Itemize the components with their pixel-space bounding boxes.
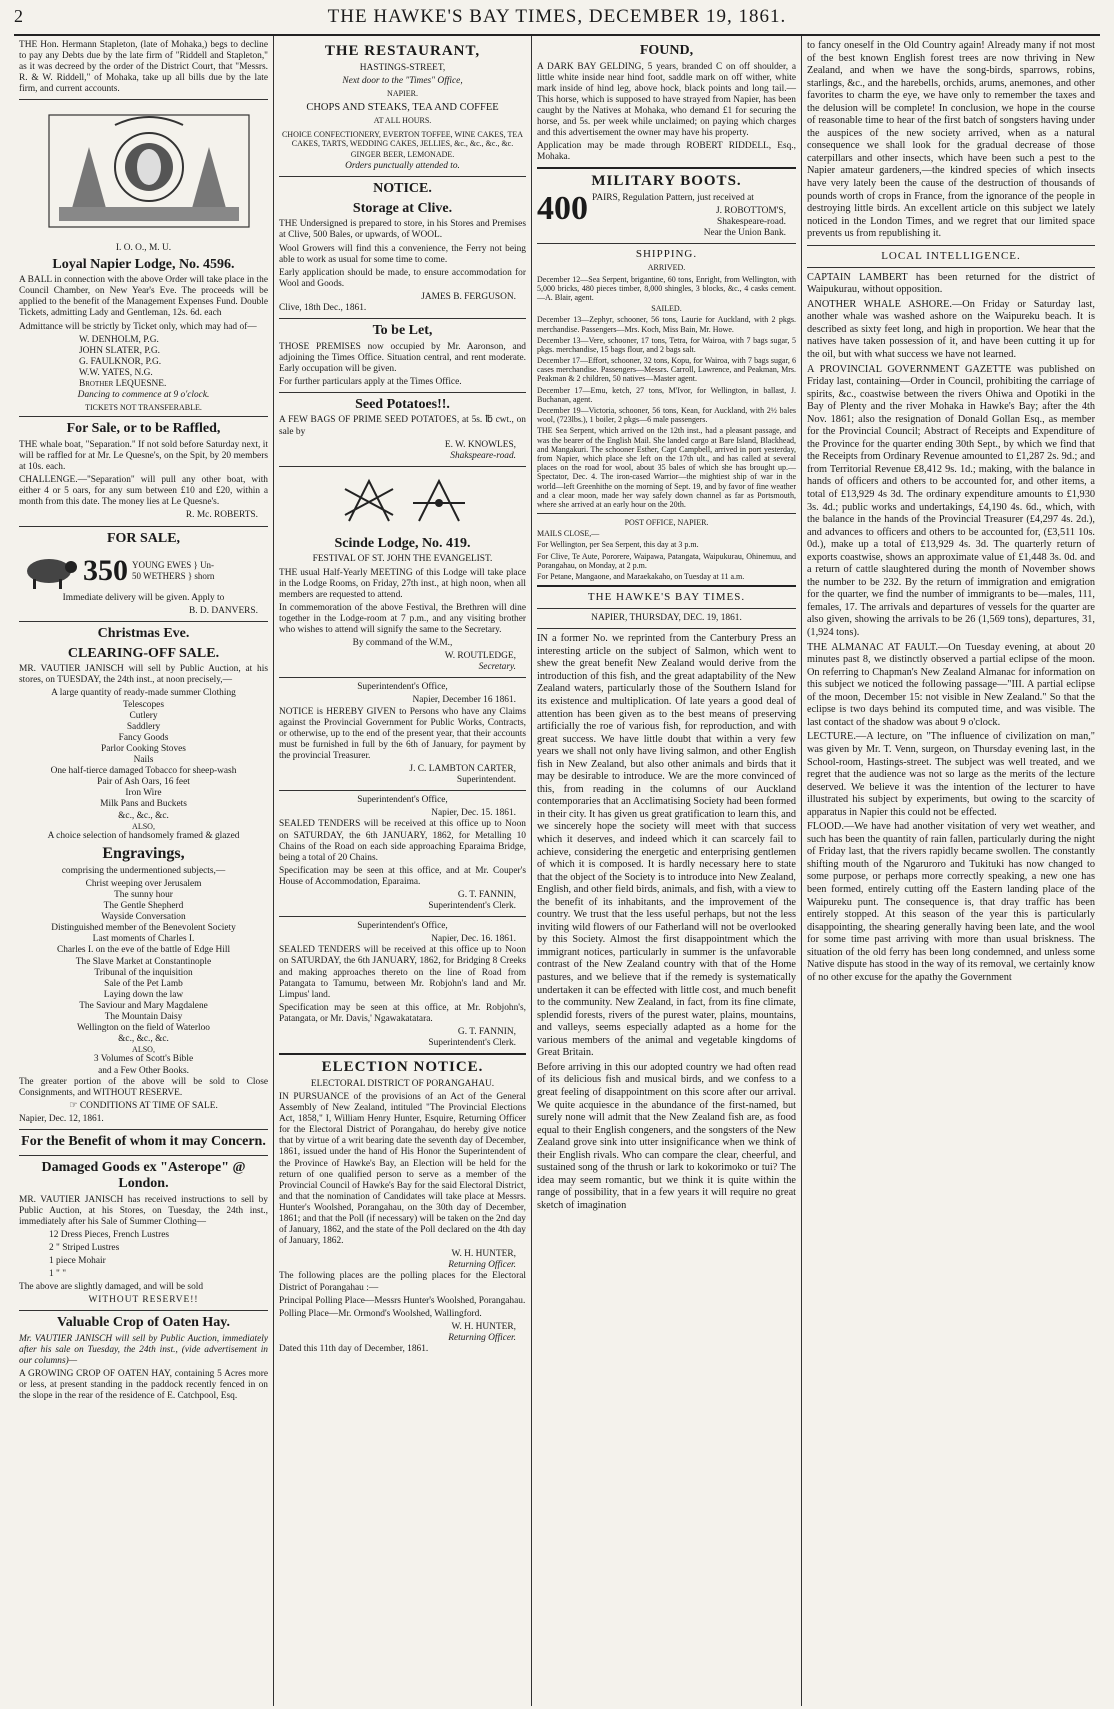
post-mail: For Wellington, per Sea Serpent, this day at 3 p.m. xyxy=(537,540,699,550)
election-text: IN PURSUANCE of the provisions of an Act of the General Assembly of New Zealand, intituled "The Provincial Elections Act, 1858," I, William Henry Hunter, Esquire, Returning Officer for the Electoral District of Porangahau, do hereby give notice that by virtue of a writ bearing date the seventh day of December, 1861, issued under the hand of His Honor the Superintendent of the Province of Hawke's Bay, an Election will be held for the return of one qualified person to serve as a member of the Provincial Council of Hawke's Bay for the said Electoral District, and that the nomination of Candidates will take place at Messrs. Hunter's Woolshed, Porangahau, on the 30th day of December, 1861; and that the Poll (if necessary) will be taken on the 2nd day of January, 1862, and the state of the Poll declared on the 4th day of January, 1862. xyxy=(279,1091,526,1247)
let-text: THOSE PREMISES now occupied by Mr. Aaronson, and adjoining the Times Office. Situation central, and rent moderate. Early occupation will be given. xyxy=(279,341,526,374)
shipping-note: THE Sea Serpent, which arrived on the 12th inst., had a pleasant passage, and was the bearer of the English Mail. She landed cargo at Bare Island, Blackhead, and Mangakuri. The schooner Esther, Capt Campbell, arrived in port yesterday, from Napier, which place she left on the 17th ult., and has called at several places on the road for wool, about 35 bales of which she has brought up.—Spectator, Dec. 4. The iron-cased Warrior—the mightiest ship of war in the world—left Greenhithe on the morning of Sept. 19, and by favor of fine weather and a clear moon, made her way safely down channel as far as Portsmouth, where she arrived at an early hour on the 20th. xyxy=(537,426,796,509)
times-title: THE HAWKE'S BAY TIMES. xyxy=(587,591,746,604)
emblem-caption: I. O. O., M. U. xyxy=(115,242,172,253)
local-item: ANOTHER WHALE ASHORE.—On Friday or Saturday last, another whale was washed ashore on the Waipureku beach. It is described as sixty feet long, and high in proportion. We hear that the natives have taken possession of it, and have been cutting it up for the oil, but with what success we have not learned. xyxy=(807,298,1095,360)
engraving-item: The Gentle Shepherd xyxy=(103,901,184,912)
masthead xyxy=(14,6,1100,36)
column-3 xyxy=(532,36,802,1706)
supt3-office: Superintendent's Office, xyxy=(357,921,448,932)
oddfellows-emblem-icon xyxy=(29,107,269,235)
engraving-item: The sunny hour xyxy=(114,889,173,900)
clearing-item: Pair of Ash Oars, 16 feet xyxy=(97,777,190,788)
election-role-2: Returning Officer. xyxy=(448,1332,516,1343)
damaged-item: 12 Dress Pieces, French Lustres xyxy=(49,1229,170,1240)
engraving-item: ALSO, xyxy=(132,1045,155,1055)
post-mails: MAILS CLOSE,— xyxy=(537,529,600,539)
notice-title: NOTICE. xyxy=(373,181,432,197)
storage-title: Storage at Clive. xyxy=(352,200,453,216)
lodge-name: W. DENHOLM, P.G. xyxy=(79,334,159,345)
post-mail: For Petane, Mangaone, and Maraekakaho, on Tuesday at 11 a.m. xyxy=(537,572,745,582)
clearing-item: One half-tierce damaged Tobacco for sheep-wash xyxy=(50,766,237,777)
found-text-2: Application may be made through ROBERT RIDDELL, Esq., Mohaka. xyxy=(537,141,796,163)
boots-signature: J. ROBOTTOM'S, xyxy=(715,206,786,217)
boots-text: PAIRS, Regulation Pattern, just received at xyxy=(592,193,754,204)
seed-address: Shakspeare-road. xyxy=(450,450,516,461)
clearing-item: Saddlery xyxy=(126,721,161,732)
election-text-4: Polling Place—Mr. Ormond's Woolshed, Wallingford. xyxy=(279,1308,482,1319)
raffle-text-2: CHALLENGE.—"Separation" will pull any other boat, with either 4 or 5 oars, for any sum between £10 and £20, within a month from this date. The money lies at Le Quesne's. xyxy=(19,475,268,508)
column-1 xyxy=(14,36,274,1706)
oaten-text: A GROWING CROP OF OATEN HAY, containing 5 Acres more or less, at present standing in the paddock recently fenced in on the slope in the rear of the residence of E. Catchpool, Esq. xyxy=(19,1369,268,1402)
supt2-text: SEALED TENDERS will be received at this office up to Noon on SATURDAY, the 6th JANUARY, 1862, for Metalling 10 Chains of the Road on each side approaching Eparaima Bridge, being a total of 20 Chains. xyxy=(279,819,526,863)
supt1-office: Superintendent's Office, xyxy=(357,682,448,693)
christmas-title: Christmas Eve. xyxy=(97,626,190,642)
local-intelligence-title: LOCAL INTELLIGENCE. xyxy=(881,249,1021,262)
scinde-festival: FESTIVAL OF ST. JOHN THE EVANGELIST. xyxy=(312,554,493,565)
scinde-title: Scinde Lodge, No. 419. xyxy=(334,535,471,551)
shipping-arrived: ARRIVED. xyxy=(647,263,686,273)
oaten-italic: Mr. VAUTIER JANISCH will sell by Public Auction, immediately after his sale on Tuesday, the 24th inst., (vide advertisement in our columns)— xyxy=(19,1333,268,1367)
clearing-item: Milk Pans and Buckets xyxy=(100,799,187,810)
scinde-signature: W. ROUTLEDGE, xyxy=(444,651,516,662)
benefit-title: For the Benefit of whom it may Concern. xyxy=(21,1134,266,1150)
lodge-name: Brother LEQUESNE. xyxy=(79,379,167,390)
lodge-text: A BALL in connection with the above Order will take place in the Council Chamber, on New Year's Eve. The proceeds will be applied to the benefit of the Management Expenses Fund. Double Tickets, admitting Lady and Gentleman, 12s. 6d. each xyxy=(19,275,268,319)
supt2-role: Superintendent's Clerk. xyxy=(428,901,516,912)
engravings-title: Engravings, xyxy=(102,844,185,862)
storage-text-3: Early application should be made, to ensure accommodation for Wool and Goods. xyxy=(279,267,526,289)
lodge-dancing: Dancing to commence at 9 o'clock. xyxy=(77,390,210,401)
scinde-text-2: In commemoration of the above Festival, the Brethren will dine together in the Lodge-room at 7 p.m., and any visiting brother who wishes to attend will signify the same to the Secretary. xyxy=(279,602,526,636)
engraving-item: 3 Volumes of Scott's Bible xyxy=(93,1054,194,1065)
clearing-title: CLEARING-OFF SALE. xyxy=(67,645,220,661)
election-role: Returning Officer. xyxy=(448,1260,516,1271)
election-text-3: Principal Polling Place—Messrs Hunter's Woolshed, Porangahau. xyxy=(279,1295,526,1306)
engraving-item: &c., &c., &c. xyxy=(118,1034,169,1045)
restaurant-address: HASTINGS-STREET, xyxy=(359,62,446,73)
election-signature: W. H. HUNTER, xyxy=(451,1249,516,1260)
post-mail: For Clive, Te Aute, Pororere, Waipawa, Patangata, Waipukurau, Ohinemuu, and Porangahau, on Monday, at 2 p.m. xyxy=(537,551,796,570)
damaged-reserve: WITHOUT RESERVE!! xyxy=(88,1295,199,1306)
clearing-item: Parlor Cooking Stoves xyxy=(101,743,186,754)
seed-text: A FEW BAGS OF PRIME SEED POTATOES, at 5s. ℔ cwt., on sale by xyxy=(279,415,526,437)
damaged-item: 1 piece Mohair xyxy=(49,1256,106,1267)
election-date: Dated this 11th day of December, 1861. xyxy=(279,1344,429,1355)
damaged-text-2: The above are slightly damaged, and will be sold xyxy=(19,1282,204,1293)
clearing-item: Cutlery xyxy=(129,710,158,721)
times-date: NAPIER, THURSDAY, DEC. 19, 1861. xyxy=(591,613,742,624)
conditions-of-sale: ☞ CONDITIONS AT TIME OF SALE. xyxy=(69,1100,218,1111)
scinde-by: By command of the W.M., xyxy=(352,638,453,649)
damaged-title: Damaged Goods ex "Asterope" @ London. xyxy=(41,1159,246,1192)
restaurant-napier: NAPIER. xyxy=(387,88,418,98)
supt1-date: Napier, December 16 1861. xyxy=(412,695,516,706)
forsale-ewes: YOUNG EWES } Un- xyxy=(132,560,215,571)
clearing-text: MR. VAUTIER JANISCH will sell by Public Auction, at his stores, on TUESDAY, the 24th inst., at noon precisely,— xyxy=(19,664,268,686)
shipping-sailing: December 17—Emu, ketch, 27 tons, M'Ivor, for Wellington, in ballast, J. Buchanan, agent. xyxy=(537,385,796,404)
shipping-arrival: December 12—Sea Serpent, brigantine, 60 tons, Enright, from Wellington, with 5,000 bricks, 480 pieces timber, 8,000 shingles, 3 blocks, &c., 4 casks cement.—A. Blair, agent. xyxy=(537,274,796,302)
storage-date: Clive, 18th Dec., 1861. xyxy=(279,302,367,313)
supt3-signature: G. T. FANNIN, xyxy=(457,1027,516,1038)
clearing-item: Iron Wire xyxy=(125,788,162,799)
column-4 xyxy=(802,36,1100,1706)
column-2 xyxy=(274,36,532,1706)
forsale-wethers: 50 WETHERS } shorn xyxy=(132,571,215,582)
engraving-item: The Slave Market at Constantinople xyxy=(75,956,212,967)
boots-near: Near the Union Bank. xyxy=(703,228,786,239)
supt2-signature: G. T. FANNIN, xyxy=(457,889,516,900)
engraving-item: The Saviour and Mary Magdalene xyxy=(79,1000,208,1011)
forsale-title: FOR SALE, xyxy=(106,530,181,546)
local-item: CAPTAIN LAMBERT has been returned for the district of Waipukurau, without opposition. xyxy=(807,271,1095,296)
scinde-secretary: Secretary. xyxy=(478,662,516,673)
local-item: LECTURE.—A lecture, on "The influence of civilization on man," was given by Mr. T. Venn, surgeon, on Thursday evening last, in the School-room, Hastings-street. The subject was well treated, and we regret that the audience was not so large as the merits of the lecture deserved. We believe it was the intention of the lecturer to have illustrated his subject by experiments, but owing to the scarcity of apparatus in Napier this could not be effected. xyxy=(807,731,1095,818)
napier-date: Napier, Dec. 12, 1861. xyxy=(19,1113,104,1124)
shipping-sailing: December 19—Victoria, schooner, 56 tons, Kean, for Auckland, with 2½ bales wool, (723lbs.), 1 boiler, 2 pkgs—6 male passengers. xyxy=(537,406,796,425)
damaged-item: 2 " Striped Lustres xyxy=(49,1242,120,1253)
election-district: ELECTORAL DISTRICT OF PORANGAHAU. xyxy=(310,1078,495,1089)
supt3-date: Napier, Dec. 16. 1861. xyxy=(431,934,516,945)
supt3-role: Superintendent's Clerk. xyxy=(428,1038,516,1049)
editorial-continued: to fancy oneself in the Old Country again! Already many if not most of the best known English forest trees are now thriving in New Zealand, and when we have the song-birds, sparrows, robins, starlings, &c., and the harebells, orchids, arums, anemones, and other favorites to charm the eye, we have only to remember the taxes and the delusion will be complete! In conclusion, we hope in the course of reasonable time to hear of the first batch of songsters having under the auspices of the new society arrived, when as a natural consequence we shall look for the gradual decrease of those caterpillars and other insects, which have been such a pest to the Napier amateur gardeners,—the kindred species of which insects have very lately been the cause of the destruction of thousands of pounds worth of crops in France, from the ignorance of the people in destroying little birds. An excellent article on this subject we lately noticed in the London Times, and we regret that our limited space prevents us from republishing it. xyxy=(807,40,1095,240)
engraving-item: Distinguished member of the Benevolent Society xyxy=(51,923,236,934)
masonic-emblem-icon xyxy=(279,475,527,527)
forsale-block xyxy=(19,549,268,593)
restaurant-orders: Orders punctually attended to. xyxy=(345,161,460,172)
found-title: FOUND, xyxy=(639,43,694,58)
clearing-item: &c., &c., &c. xyxy=(118,810,169,821)
engraving-item: Wellington on the field of Waterloo xyxy=(77,1023,210,1034)
engraving-item: Laying down the law xyxy=(103,989,184,1000)
boots-number: 400 xyxy=(537,190,588,228)
raffle-text: THE whale boat, "Separation." If not sold before Saturday next, it will be raffled for at Mr. Le Quesne's, on the Spit, by 20 members at 10s. each. xyxy=(19,439,268,473)
supt3-text-2: Specification may be seen at this office, at Mr. Robjohn's, Patangata, or Mr. Davis,' Ngawakatatara. xyxy=(279,1002,526,1024)
storage-text-2: Wool Growers will find this a convenience, the Ferry not being able to work as usual for some time to come. xyxy=(279,243,526,265)
newspaper-title: THE HAWKE'S BAY TIMES, DECEMBER 19, 1861. xyxy=(327,6,787,27)
election-title: ELECTION NOTICE. xyxy=(321,1059,484,1076)
forsale-text: Immediate delivery will be given. Apply to xyxy=(62,593,225,604)
restaurant-chops: CHOPS AND STEAKS, TEA AND COFFEE xyxy=(306,102,499,114)
page-number: 2 xyxy=(14,6,23,26)
engraving-item: Christ weeping over Jerusalem xyxy=(85,878,202,889)
engraving-item: and a Few Other Books. xyxy=(98,1065,189,1076)
lodge-name: JOHN SLATER, P.G. xyxy=(79,345,160,356)
post-title: POST OFFICE, NAPIER. xyxy=(624,518,709,528)
engraving-item: Tribunal of the inquisition xyxy=(94,967,193,978)
engraving-item: Last moments of Charles I. xyxy=(92,934,195,945)
local-item: THE ALMANAC AT FAULT.—On Tuesday evening, at about 20 minutes past 8, we distinctly observed a partial eclipse of the moon. On referring to Chapman's New Zealand Almanac for information on this subject we noticed the following passage—"III. A partial eclipse of the moon, December 15: not visible in New Zealand." So that the eclipse is two days behind its computed time, and was visible. The last contact of the shadow was about 9 o'clock. xyxy=(807,641,1095,728)
boots-address: Shakespeare-road. xyxy=(717,217,786,228)
supt2-office: Superintendent's Office, xyxy=(357,795,448,806)
restaurant-next-door: Next door to the "Times" Office, xyxy=(342,75,463,86)
scinde-text: THE usual Half-Yearly MEETING of this Lodge will take place in the Lodge Rooms, on Friday, 27th inst., at high noon, when all members are requested to attend. xyxy=(279,567,526,600)
supt1-text: NOTICE is HEREBY GIVEN to Persons who have any Claims against the Provincial Government for Public Works, Contracts, or otherwise, up to the end of the present year, that their accounts must be furnished in full by the 6th of January, for payment by the provincial Treasurer. xyxy=(279,706,526,761)
lodge-tickets: TICKETS NOT TRANSFERABLE. xyxy=(85,403,202,413)
raffle-signature: R. Mc. ROBERTS. xyxy=(185,510,258,521)
supt2-text-2: Specification may be seen at this office, and at Mr. Couper's House of Accommodation, Eparaima. xyxy=(279,865,526,887)
restaurant-ginger: GINGER BEER, LEMONADE. xyxy=(350,150,455,159)
damaged-item: 1 " " xyxy=(49,1269,67,1280)
election-signature-2: W. H. HUNTER, xyxy=(451,1321,516,1332)
boots-title: MILITARY BOOTS. xyxy=(591,173,742,190)
found-text: A DARK BAY GELDING, 5 years, branded C on off shoulder, a little white inside near hind foot, saddle mark on off wither, white mark inside of hind leg, above hock, black points and long tail.—This horse, which is supposed to have strayed from Napier, has been caught by the Natives at Mohaka, who demand £1 for securing the horse, and 5s. per week while unclaimed; on paying which charges and this advertisement the owner may have his property. xyxy=(537,61,796,139)
lodge-text-2: Admittance will be strictly by Ticket only, which may had of— xyxy=(19,321,257,332)
shipping-title: SHIPPING. xyxy=(635,248,698,261)
seed-signature: E. W. KNOWLES, xyxy=(444,439,516,450)
engraving-item: Sale of the Pet Lamb xyxy=(104,978,183,989)
local-item: A PROVINCIAL GOVERNMENT GAZETTE was published on Friday last, containing—Order in Council, prohibiting the carriage of spirits, &c., coastwise between the rivers Ohiwa and Opotiki in the Bay of Plenty and the river Mohaka in Hawke's Bay; after the 4th Nov. 1861; also the resignation of Donald Gollan Esq., as member for the Provincial Council; Abstract of Receipts and Expenditure of the Province for the quarter ending 30th Sept., by which we find that the Receipts from Ordinary Revenue amounted to £1,287 2s. 9d.; and from Territorial Revenue £8,412 9s. 1d.; making, with the balance in hands of officers and others to be accounted for, and other items, a total of £13,929 4s 3d. The ordinary expenditure amounts to £1,930 3s. 4d.; public works and undertakings, £4,190 4s. 6d., which, with the balance in the hands of the Provincial Treasurer (£4,297 4s. 2d.), and advances to officers and others to be accounted for, (£3,511 10s. 0d.), make up a total of £13,929 4s. 3d. The quarterly return of exports coastwise, shows an approximate value of £1,448 3s. 0d. and a return of cattle slaughtered during the month of November shows the number to be 232. By the return of immigration and emigration for the quarter, we find the number of immigrants to be—males, 111, females, 17. The arrivals and departures of vessels for the quarter are also given, showing the arrivals to be 26 (1,569 tons), departures, 31, (1,924 tons). xyxy=(807,363,1095,639)
supt1-role: Superintendent. xyxy=(456,775,516,786)
times-editorial-2: Before arriving in this our adopted country we had often read of its delicious fish and musical birds, and we confess to a great feeling of disappointment on this score after our arrival. We quite acquiesce in the abundance of the first-named, but surely none will admit that the New Zealand fish are, as food equal to their English congeners, and the songsters of the New Zealand grove sink into utter insignificance when we think of their English rivals. Who can compare the clear, cheerful, and sustained song of the thrush or lark to kokorimoko or tui? The idea may seem romantic, but we think it is quite within the range of possibility, that in a few years it will require no great sketch of imagination xyxy=(537,1061,796,1211)
lodge-name: W.W. YATES, N.G. xyxy=(79,367,153,378)
clearing-item: ALSO, xyxy=(132,821,155,831)
pointing-hand-icon: ☞ xyxy=(69,1100,78,1111)
storage-signature: JAMES B. FERGUSON. xyxy=(421,291,516,302)
restaurant-items: CHOICE CONFECTIONERY, EVERTON TOFFEE, WINE CAKES, TEA CAKES, TARTS, WEDDING CAKES, JELLIES, &c., &c., &c., &c. xyxy=(281,129,524,148)
clearing-item: Fancy Goods xyxy=(118,732,169,743)
stapleton-notice: THE Hon. Hermann Stapleton, (late of Mohaka,) begs to decline to pay any Debts due by the late firm of "Riddell and Stapleton," as it was decreed by the order of the District Court, that "Messrs. R. & W. Riddell," of Mohaka, take up all bills due by the late firm, and current accounts. xyxy=(19,40,268,95)
shipping-sailed: SAILED. xyxy=(651,304,682,314)
restaurant-title: THE RESTAURANT, xyxy=(324,43,481,59)
times-editorial: IN a former No. we reprinted from the Canterbury Press an interesting article on the subject of Salmon, which went to shew the great benefit New Zealand would derive from the introduction of this fish, and the great adaptability of the New Zealand waters, particularly those of the Southern Island for its existence and multiplication. Of late years a good deal of attention has been given as to the best means of preserving artificially the roe of various fish, for reproduction, and with great success. We have little doubt that within a very few years we shall not only have living salmon, and other English fish in New Zealand, but also other animals and birds that it may be desirable to introduce. We are the more convinced of this, from reading in the columns of our Auckland contemporaries that an Acclimatising Society had been formed in their city. It has given us great gratification to learn this, and we sincerely hope the society will meet with that success which it deserves, and indeed which it can scarcely fail to achieve, considering the energetic and enterprising gentlemen of which it is composed. It is hardly necessary here to state that the object of the Society is to introduce into New Zealand, English, and other field birds, animals, and fish, with a view to the benefit of its inhabitants, and the improvement of the country. We trust that the less useful perhaps, but not the less inviting wild flowers of our Fatherland will not be overlooked by this Society. Almost the first disappointment which the immigrant notices, particularly in summer is the unfavorable contrast of the New Zealand country with that of the Home pastures, and we believe that if the remedy is systematically undertaken it can be effected with little cost, and much benefit to the community. New Zealand, in fact, from its fine climate, splendid forests, rivers of the purest water, plains, mountains, and valleys, seems especially adapted as a home for the various members of the animal and vegetable kingdoms of Great Britain. xyxy=(537,633,796,1059)
clearing-item: Telescopes xyxy=(123,699,164,710)
clearing-item: A choice selection of handsomely framed & glazed xyxy=(47,830,240,841)
shipping-sailing: December 17—Effort, schooner, 32 tons, Kopu, for Wairoa, with 7 bags sugar, 6 cases merchandise. Passengers—Messrs. Carroll, Lawrence, and Peakman, Mrs. Peakman & 2 children, 50 natives—Master agent. xyxy=(537,356,796,384)
let-title: To be Let, xyxy=(372,323,433,339)
engraving-item: Charles I. on the eve of the battle of Edge Hill xyxy=(56,945,231,956)
supt2-date: Napier, Dec. 15. 1861. xyxy=(431,808,516,819)
clearing-item: A large quantity of ready-made summer Clothing xyxy=(51,688,236,699)
restaurant-hours: AT ALL HOURS. xyxy=(373,116,432,126)
supt1-signature: J. C. LAMBTON CARTER, xyxy=(409,764,516,775)
forsale-signature: B. D. DANVERS. xyxy=(188,606,258,617)
engravings-text: The greater portion of the above will be sold to Close Consignments, and WITHOUT RESERVE. xyxy=(19,1076,268,1098)
lodge-name: G. FAULKNOR, P.G. xyxy=(79,356,162,367)
seed-title: Seed Potatoes!!. xyxy=(355,396,450,412)
election-text-2: The following places are the polling places for the Electoral District of Porangahau :— xyxy=(279,1271,526,1293)
forsale-number: 350 xyxy=(83,554,128,588)
sheep-icon xyxy=(19,551,79,591)
damaged-text: MR. VAUTIER JANISCH has received instructions to sell by Public Auction, at his Stores, on Tuesday, the 24th inst., immediately after his Sale of Summer Clothing— xyxy=(19,1194,268,1227)
shipping-sailing: December 13—Zephyr, schooner, 56 tons, Laurie for Auckland, with 2 pkgs. merchandise. Passengers—Mrs. Koch, Miss Bain, Mr. Howe. xyxy=(537,315,796,334)
engraving-item: The Mountain Daisy xyxy=(104,1011,183,1022)
let-text-2: For further particulars apply at the Times Office. xyxy=(279,376,462,387)
shipping-sailing: December 13—Vere, schooner, 17 tons, Tetra, for Wairoa, with 7 bags sugar, 5 pkgs. merchandise, 15 bags flour, and 2 bags salt. xyxy=(537,335,796,354)
engravings-sub: comprising the undermentioned subjects,— xyxy=(61,865,226,876)
clearing-item: Nails xyxy=(133,755,154,766)
raffle-title: For Sale, or to be Raffled, xyxy=(66,421,221,437)
supt3-text: SEALED TENDERS will be received at this office up to Noon on SATURDAY, the 6th JANUARY, 1862, for Bridging 8 Creeks and making approaches thereto on the line of Road from Patangata to Tamumu, between Mr. Robjohn's land and Mr. Limpus' land. xyxy=(279,945,526,1000)
storage-text: THE Undersigned is prepared to store, in his Stores and Premises at Clive, 500 Bales, or upwards, of WOOL. xyxy=(279,219,526,241)
local-item: FLOOD.—We have had another visitation of very wet weather, and such has been the quantity of rain fallen, particularly during the night of Friday last, that the rivers rapidly became swollen. The constantly shifting mouth of the Ngaruroro and Tukituki has now changed to some purpose, or perhaps more correctly speaking, a new one has been formed, entirely cutting off the Eastern landing place of the Waipureku punt. The consequence is, that dray traffic has been entirely stopped. At this season of the year this is particularly disappointing, the shearing generally having been late, and the wool for some time past arriving with more than usual briskness. The situation of the old ferry has been long condemned, and unless some Native dispute has stood in the way of its removal, we certainly know of no other excuse for the apathy the Government xyxy=(807,821,1095,983)
oaten-title: Valuable Crop of Oaten Hay. xyxy=(56,1315,231,1331)
lodge-title: Loyal Napier Lodge, No. 4596. xyxy=(52,256,235,272)
engraving-item: Wayside Conversation xyxy=(101,912,186,923)
